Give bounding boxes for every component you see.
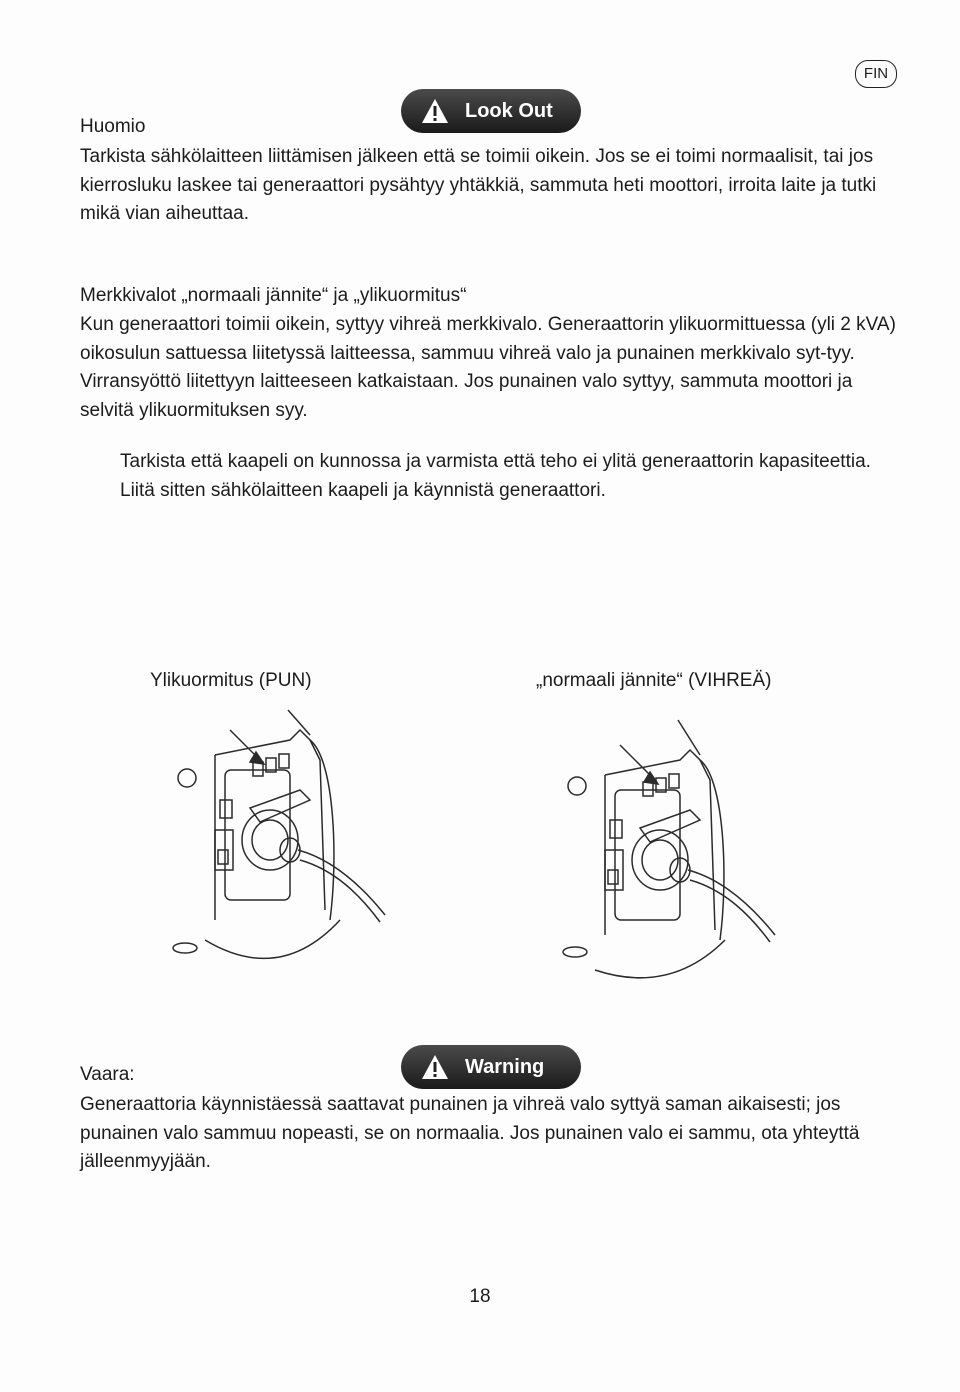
warning-badge <box>401 1045 581 1089</box>
look-out-label: Look Out <box>465 99 553 122</box>
figure-caption-normal: „normaali jännite“ (VIHREÄ) <box>536 670 772 691</box>
notice-heading: Huomio <box>80 116 146 137</box>
look-out-badge <box>401 89 581 133</box>
warning-triangle-icon <box>421 98 449 124</box>
warning-text: Generaattoria käynnistäessä saattavat punainen ja vihreä valo syttyä saman aikaisesti; jos punainen valo sammuu nopeasti, se on normaalia. Jos punainen valo ei sammu, ota yhteyttä jälleenmyyjään. <box>80 1094 860 1172</box>
warning-label: Warning <box>465 1055 545 1078</box>
indicators-heading: Merkkivalot „normaali jännite“ ja „ylikuormitus“ <box>80 285 467 306</box>
check-text: Tarkista että kaapeli on kunnossa ja varmista että teho ei ylitä generaattorin kapasiteettia. Liitä sitten sähkölaitteen kaapeli ja käynnistä generaattori. <box>120 451 871 501</box>
indicators-text: Kun generaattori toimii oikein, syttyy vihreä merkkivalo. Generaattorin ylikuormittuessa (yli 2 kVA) oikosulun sattuessa liitetyssä laitteessa, sammuu vihreä valo ja punainen merkkivalo syt-tyy. Virransyöttö liitettyyn laitteeseen katkaistaan. Jos punainen valo syttyy, sammuta moottori ja selvitä ylikuormituksen syy. <box>80 314 896 421</box>
language-badge: FIN <box>855 60 897 88</box>
notice-text: Tarkista sähkölaitteen liittämisen jälkeen että se toimii oikein. Jos se ei toimi normaalisit, tai jos kierrosluku laskee tai generaattori pysähtyy yhtäkkiä, sammuta heti moottori, irroita laite ja tutki mikä vian aiheuttaa. <box>80 146 877 224</box>
warning-triangle-icon <box>421 1054 449 1080</box>
generator-panel-normal-illustration <box>550 700 790 990</box>
generator-panel-overload-illustration <box>160 700 400 990</box>
figure-caption-overload: Ylikuormitus (PUN) <box>150 670 312 691</box>
warning-heading: Vaara: <box>80 1064 135 1085</box>
page-number: 18 <box>469 1286 491 1307</box>
